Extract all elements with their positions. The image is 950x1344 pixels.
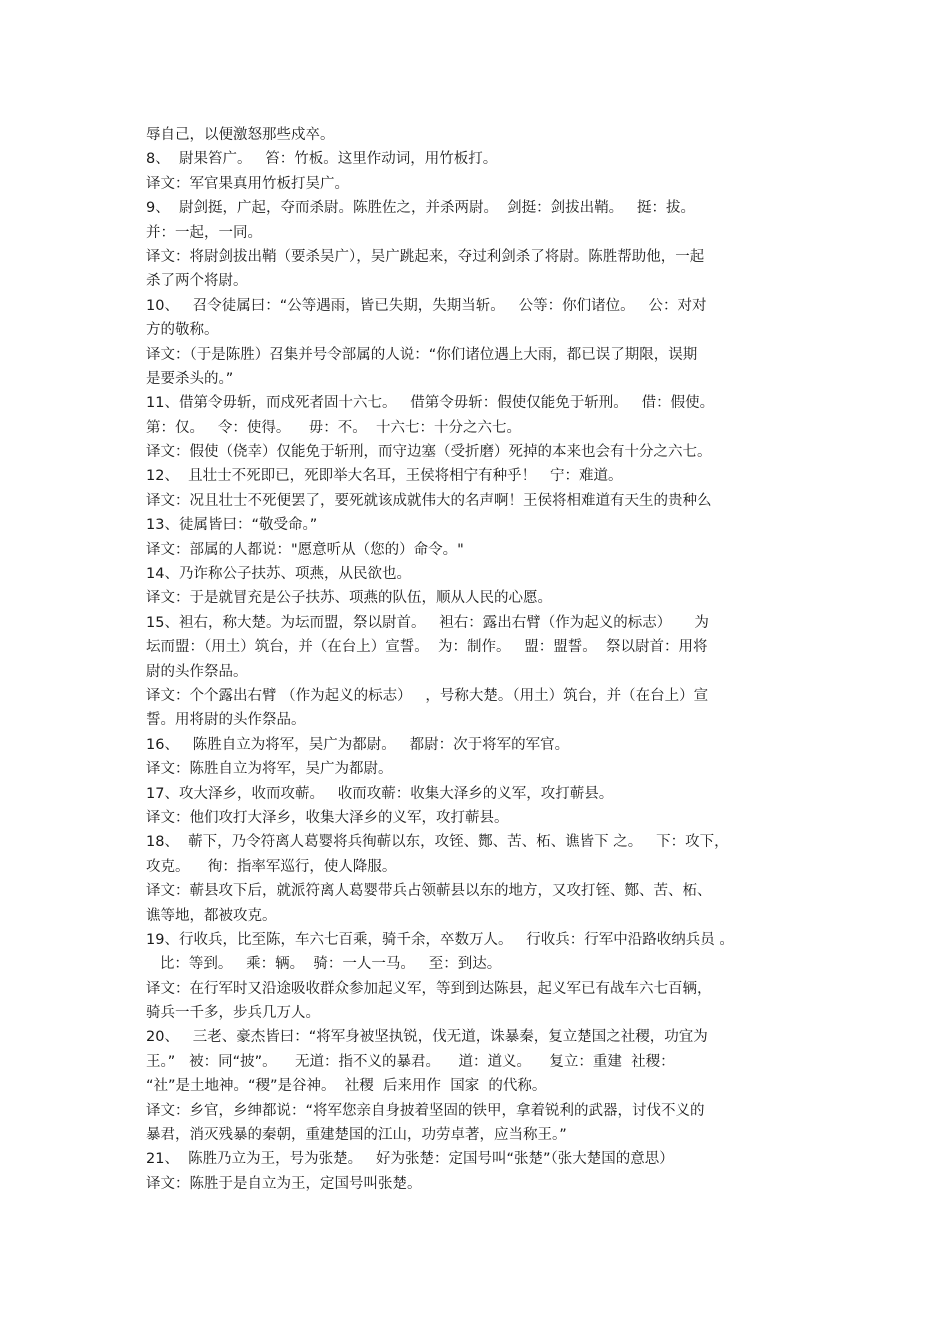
text-line: 译文：陈胜自立为将军，吴广为都尉。 bbox=[146, 761, 393, 778]
text-line: 译文：乡官，乡绅都说：“将军您亲自身披着坚固的铁甲，拿着锐利的武器，讨伐不义的 bbox=[146, 1102, 705, 1119]
text-line: 9、 尉剑挺，广起，夺而杀尉。陈胜佐之，并杀两尉。 剑挺：剑拔出鞘。 挺：拔。 bbox=[146, 200, 695, 217]
text-line: 译文：于是就冒充是公子扶苏、项燕的队伍，顺从人民的心愿。 bbox=[146, 590, 552, 607]
text-line: 译文：他们攻打大泽乡，收集大泽乡的义军，攻打蕲县。 bbox=[146, 809, 509, 826]
text-line: 12、 且壮士不死即已，死即举大名耳，王侯将相宁有种乎！ 宁：难道。 bbox=[146, 468, 623, 485]
text-line: 译文：陈胜于是自立为王，定国号叫张楚。 bbox=[146, 1175, 422, 1192]
text-line: 14、乃诈称公子扶苏、项燕，从民欲也。 bbox=[146, 566, 411, 583]
text-line: 译文：在行军时又沿途吸收群众参加起义军，等到到达陈县，起义军已有战车六七百辆， bbox=[146, 980, 712, 997]
text-line: 辱自己，以便激怒那些戍卒。 bbox=[146, 127, 335, 143]
text-line: 18、 蕲下，乃令符离人葛婴将兵徇蕲以东，攻铚、酂、苦、柘、谯皆下 之。 下：攻下， bbox=[146, 834, 729, 851]
text-line: 比：等到。 乘：辆。 骑：一人一马。 至：到达。 bbox=[146, 956, 502, 973]
text-line: 10、 召令徒属曰：“公等遇雨，皆已失期，失期当斩。 公等：你们诸位。 公：对对 bbox=[146, 297, 707, 314]
text-line: 尉的头作祭品。 bbox=[146, 663, 248, 680]
text-line: 17、攻大泽乡，收而攻蕲。 收而攻蕲：收集大泽乡的义军，攻打蕲县。 bbox=[146, 785, 614, 802]
text-line: 方的敬称。 bbox=[146, 322, 219, 339]
text-line: 译文：况且壮士不死便罢了，要死就该成就伟大的名声啊！王侯将相难道有天生的贵种么 bbox=[146, 492, 712, 509]
text-line: 15、袒右，称大楚。为坛而盟，祭以尉首。 袒右：露出右臂（作为起义的标志） 为 bbox=[146, 614, 709, 631]
text-line: “社”是土地神。“稷”是谷神。 社稷 后来用作 国家 的代称。 bbox=[146, 1078, 547, 1095]
text-line: 译文：军官果真用竹板打吴广。 bbox=[146, 175, 349, 192]
body-text bbox=[146, 123, 818, 1196]
text-line: 暴君，消灭残暴的秦朝，重建楚国的江山，功劳卓著，应当称王。” bbox=[146, 1127, 567, 1144]
text-line: 19、行收兵，比至陈，车六七百乘，骑千余，卒数万人。 行收兵：行军中沿路收纳兵员 。 bbox=[146, 931, 734, 948]
text-line: 攻克。 徇：指率军巡行，使人降服。 bbox=[146, 858, 397, 875]
text-line: 20、 三老、豪杰皆曰：“将军身被坚执锐，伐无道，诛暴秦，复立楚国之社稷，功宜为 bbox=[146, 1029, 708, 1046]
text-line: 译文：（于是陈胜）召集并号令部属的人说：“你们诸位遇上大雨，都已误了期限，误期 bbox=[146, 346, 698, 363]
text-line: 21、 陈胜乃立为王，号为张楚。 好为张楚：定国号叫“张楚”（张大楚国的意思） bbox=[146, 1151, 674, 1168]
text-line: 誓。用将尉的头作祭品。 bbox=[146, 712, 306, 729]
text-line: 坛而盟：（用土）筑台，并（在台上）宣誓。 为：制作。 盟：盟誓。 祭以尉首：用将 bbox=[146, 639, 708, 656]
text-line: 译文：假使（侥幸）仅能免于斩刑，而守边塞（受折磨）死掉的本来也会有十分之六七。 bbox=[146, 444, 712, 461]
text-line: 王。” 被：同“披”。 无道：指不义的暴君。 道：道义。 复立：重建 社稷： bbox=[146, 1053, 675, 1070]
text-line: 是要杀头的。” bbox=[146, 370, 234, 387]
text-line: 译文：将尉剑拔出鞘（要杀吴广），吴广跳起来，夺过利剑杀了将尉。陈胜帮助他，一起 bbox=[146, 248, 705, 265]
text-line: 谯等地，都被攻克。 bbox=[146, 907, 277, 924]
text-line: 13、徒属皆曰：“敬受命。” bbox=[146, 517, 318, 534]
text-line: 杀了两个将尉。 bbox=[146, 273, 248, 290]
text-line: 8、 尉果笞广。 笞：竹板。这里作动词，用竹板打。 bbox=[146, 151, 498, 168]
text-line: 并：一起，一同。 bbox=[146, 224, 262, 241]
text-line: 译文：部属的人都说："愿意听从（您的）命令。" bbox=[146, 541, 464, 558]
text-line: 译文：个个露出右臂 （作为起义的标志） ，号称大楚。（用土）筑台，并（在台上）宣 bbox=[146, 687, 709, 704]
text-line: 译文：蕲县攻下后，就派符离人葛婴带兵占领蕲县以东的地方，又攻打铚、酂、苦、柘、 bbox=[146, 883, 712, 900]
text-line: 骑兵一千多，步兵几万人。 bbox=[146, 1005, 320, 1022]
text-line: 11、借第令毋斩，而戍死者固十六七。 借第令毋斩：假使仅能免于斩刑。 借：假使。 bbox=[146, 395, 715, 412]
text-line: 16、 陈胜自立为将军，吴广为都尉。 都尉：次于将军的军官。 bbox=[146, 736, 570, 753]
text-line: 第：仅。 令：使得。 毋：不。 十六七：十分之六七。 bbox=[146, 419, 521, 436]
